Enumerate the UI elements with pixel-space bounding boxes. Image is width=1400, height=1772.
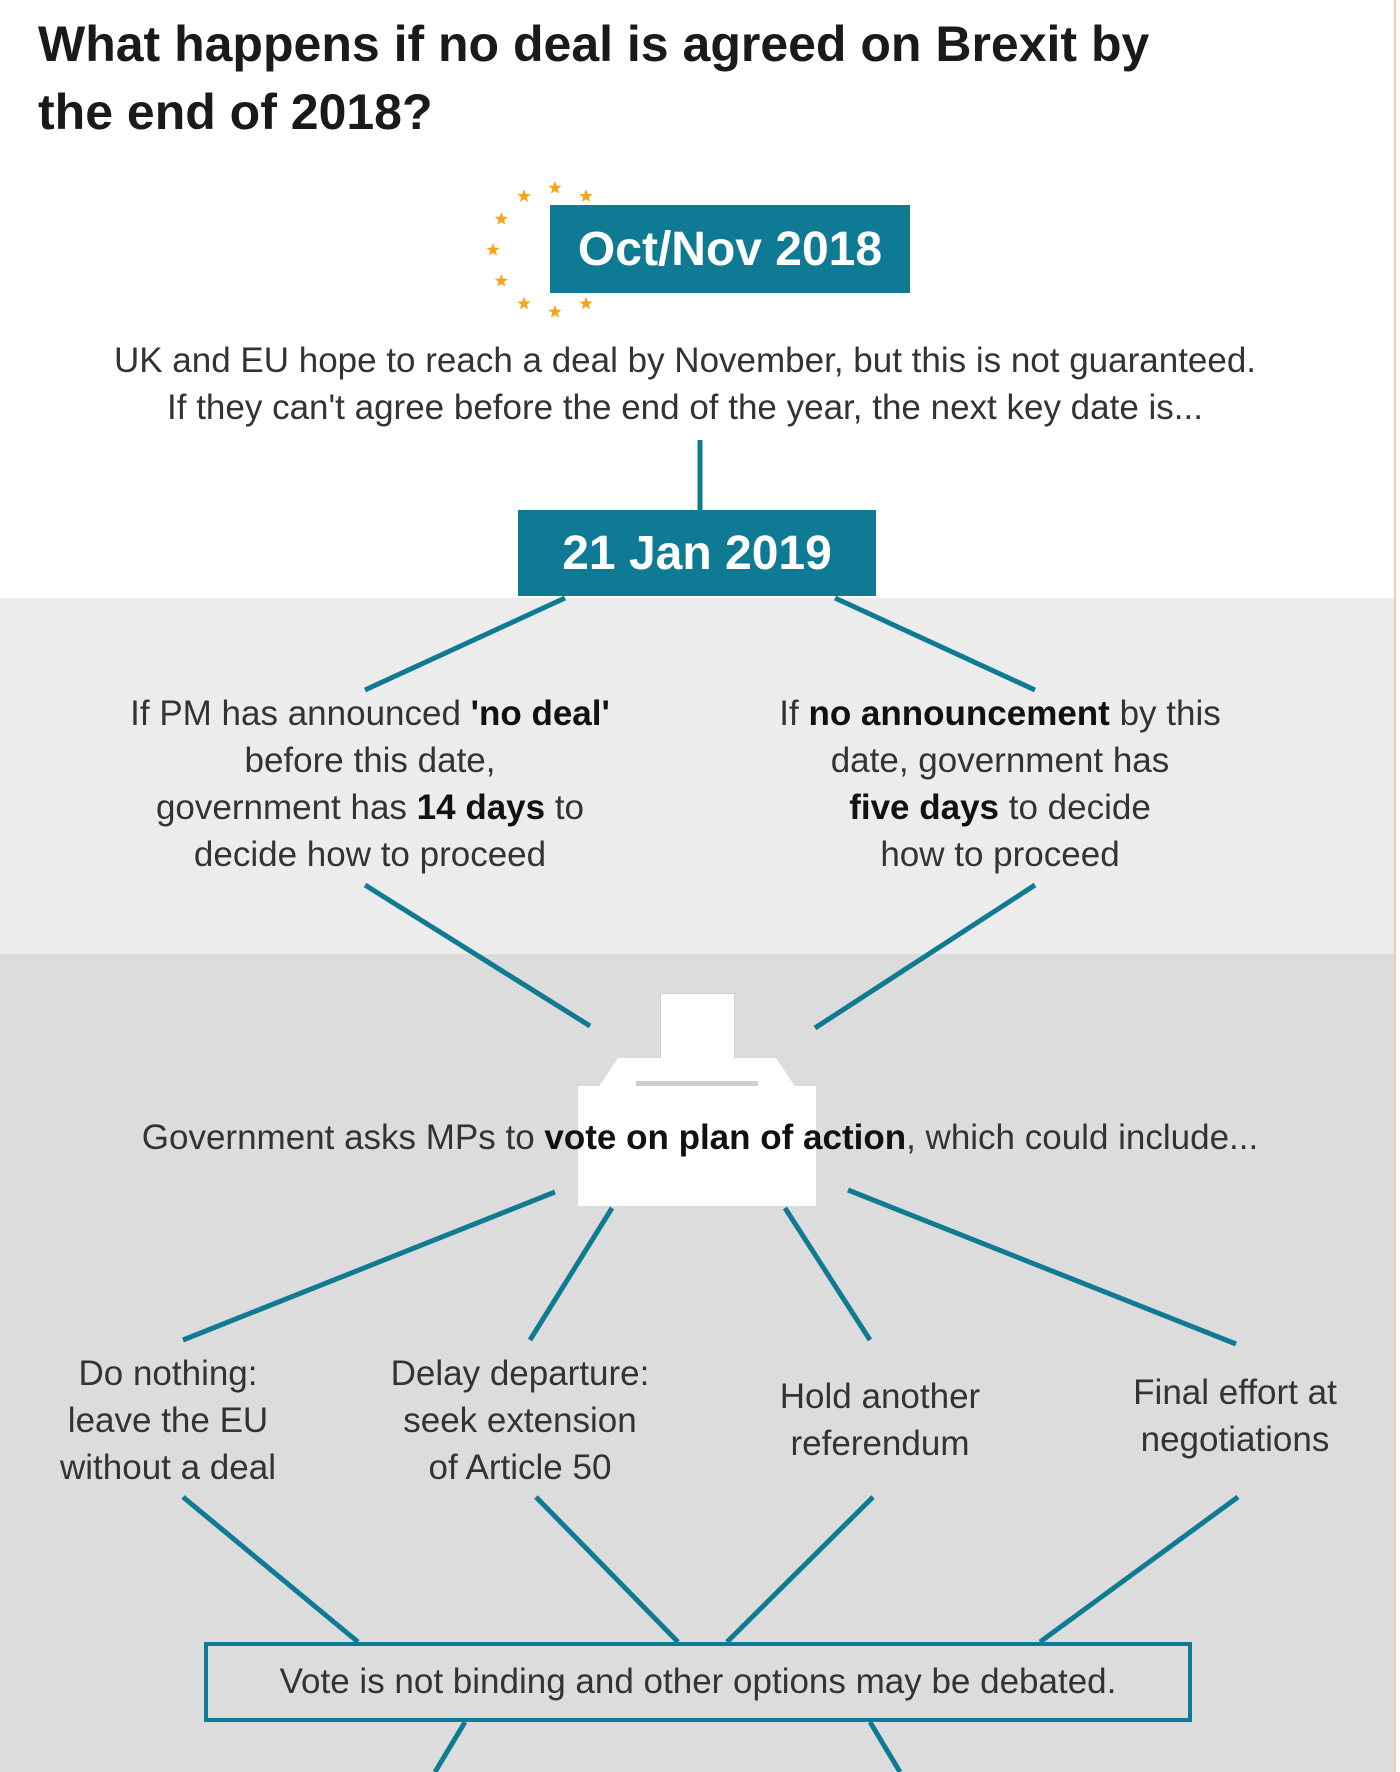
date-box-21-jan-2019: 21 Jan 2019 bbox=[518, 510, 876, 596]
option-line: Delay departure: bbox=[390, 1354, 650, 1393]
option-line: Do nothing: bbox=[78, 1354, 258, 1393]
option-line: negotiations bbox=[1140, 1420, 1330, 1459]
connector-opt2-to-note bbox=[536, 1497, 678, 1642]
date-box-oct-nov-2018: Oct/Nov 2018 bbox=[550, 205, 910, 293]
option-line: Final effort at bbox=[1133, 1373, 1337, 1412]
intro-line-2: If they can't agree before the end of the year, the next key date is... bbox=[167, 388, 1203, 427]
branch-left-line-1 bbox=[80, 690, 660, 737]
option-line: seek extension bbox=[403, 1401, 637, 1440]
non-binding-note: Vote is not binding and other options may be debated. bbox=[204, 1642, 1192, 1722]
connector-vote-to-opt1 bbox=[183, 1192, 555, 1340]
branch-right-line-1 bbox=[720, 690, 1280, 737]
option-final-negotiations bbox=[1090, 1369, 1380, 1463]
option-do-nothing bbox=[28, 1350, 308, 1491]
option-line: Hold another bbox=[779, 1377, 981, 1416]
connector-vote-to-opt3 bbox=[785, 1208, 870, 1340]
branch-left-line-4: decide how to proceed bbox=[193, 835, 547, 874]
vote-plan-text bbox=[40, 1114, 1360, 1161]
intro-text bbox=[20, 337, 1350, 431]
option-line: leave the EU bbox=[67, 1401, 269, 1440]
text-span: Government asks MPs to bbox=[141, 1118, 545, 1157]
connector-note-down-left bbox=[435, 1722, 465, 1772]
option-line: of Article 50 bbox=[428, 1448, 612, 1487]
option-another-referendum bbox=[720, 1373, 1040, 1467]
connector-left-to-vote bbox=[365, 885, 590, 1026]
branch-no-deal-text bbox=[80, 690, 660, 878]
ballot-slot bbox=[636, 1081, 758, 1086]
branch-right-line-4: how to proceed bbox=[880, 835, 1120, 874]
branch-right-line-3 bbox=[720, 784, 1280, 831]
eu-star bbox=[495, 274, 508, 287]
text-span: government has bbox=[155, 788, 417, 827]
branch-no-announcement-text bbox=[720, 690, 1280, 878]
bold-span: no announcement bbox=[808, 694, 1110, 733]
eu-star bbox=[517, 189, 530, 202]
bold-span: 'no deal' bbox=[470, 694, 610, 733]
eu-star bbox=[548, 181, 561, 194]
connector-jan-to-right bbox=[835, 598, 1035, 690]
connector-vote-to-opt2 bbox=[530, 1208, 612, 1340]
option-line: referendum bbox=[790, 1424, 970, 1463]
text-span: to decide bbox=[999, 788, 1151, 827]
text-span: If bbox=[779, 694, 809, 733]
bold-span: five days bbox=[849, 788, 1000, 827]
branch-left-line-3 bbox=[80, 784, 660, 831]
text-span: If PM has announced bbox=[130, 694, 471, 733]
connector-opt4-to-note bbox=[1040, 1497, 1238, 1642]
eu-star bbox=[495, 212, 508, 225]
option-line: without a deal bbox=[60, 1448, 276, 1487]
branch-left-line-2: before this date, bbox=[244, 741, 496, 780]
text-span: , which could include... bbox=[906, 1118, 1259, 1157]
connector-vote-to-opt4 bbox=[848, 1190, 1236, 1344]
eu-star bbox=[548, 305, 561, 318]
bold-span: 14 days bbox=[416, 788, 546, 827]
connector-opt1-to-note bbox=[183, 1497, 358, 1642]
text-span: to bbox=[545, 788, 585, 827]
text-span: by this bbox=[1109, 694, 1221, 733]
connector-right-to-vote bbox=[815, 885, 1035, 1028]
branch-right-line-2: date, government has bbox=[830, 741, 1170, 780]
intro-line-1: UK and EU hope to reach a deal by November, but this is not guaranteed. bbox=[113, 341, 1257, 380]
eu-star bbox=[517, 297, 530, 310]
connector-opt3-to-note bbox=[727, 1497, 873, 1642]
option-delay-departure bbox=[360, 1350, 680, 1491]
connector-jan-to-left bbox=[365, 598, 565, 690]
eu-star bbox=[579, 189, 592, 202]
connector-note-down-right bbox=[870, 1722, 900, 1772]
bold-span: vote on plan of action bbox=[544, 1118, 907, 1157]
infographic-title: What happens if no deal is agreed on Brexit by the end of 2018? bbox=[38, 16, 1150, 140]
eu-star bbox=[579, 297, 592, 310]
right-edge-rule bbox=[1394, 0, 1396, 1772]
eu-star bbox=[486, 243, 499, 256]
